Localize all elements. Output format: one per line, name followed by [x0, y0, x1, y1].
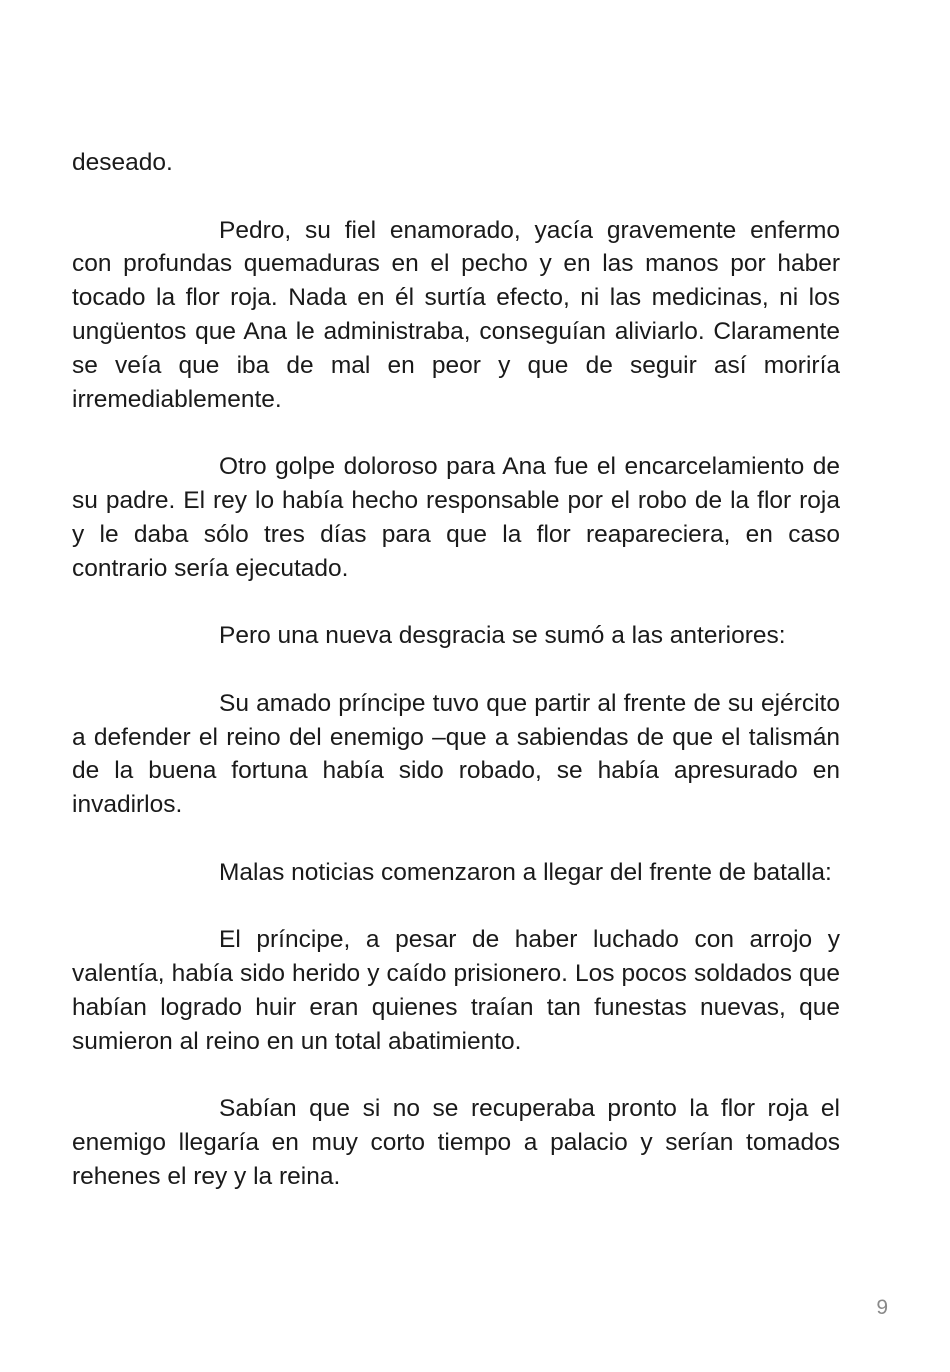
paragraph-1: deseado. [72, 149, 173, 176]
text-body [72, 146, 840, 1194]
paragraph-4: Pero una nueva desgracia se sumó a las anteriores: [219, 622, 786, 650]
paragraph-8: Sabían que si no se recuperaba pronto la flor roja el enemigo llegaría en muy corto tiempo a palacio y serían tomados rehenes el rey y la reina. [72, 1095, 840, 1190]
page-number: 9 [876, 1296, 888, 1319]
paragraph-7: El príncipe, a pesar de haber luchado con arrojo y valentía, había sido herido y caído prisionero. Los pocos soldados que habían logrado huir eran quienes traían tan funestas nuevas, que sumieron al reino en un total abatimiento. [72, 926, 840, 1055]
paragraph-2: Pedro, su fiel enamorado, yacía gravemente enfermo con profundas quemaduras en el pecho y en las manos por haber tocado la flor roja. Nada en él surtía efecto, ni las medicinas, ni los ungüentos que Ana le administraba, conseguían aliviarlo. Claramente se veía que iba de mal en peor y que de seguir así moriría irremediablemente. [72, 216, 840, 413]
paragraph-6: Malas noticias comenzaron a llegar del frente de batalla: [219, 858, 832, 886]
paragraph-3: Otro golpe doloroso para Ana fue el encarcelamiento de su padre. El rey lo había hecho responsable por el robo de la flor roja y le daba sólo tres días para que la flor reapareciera, en caso contrario sería ejecutado. [72, 453, 840, 582]
paragraph-5: Su amado príncipe tuvo que partir al frente de su ejército a defender el reino del enemigo –que a sabiendas de que el talismán de la buena fortuna había sido robado, se había apresurado en invadirlos. [72, 689, 840, 819]
